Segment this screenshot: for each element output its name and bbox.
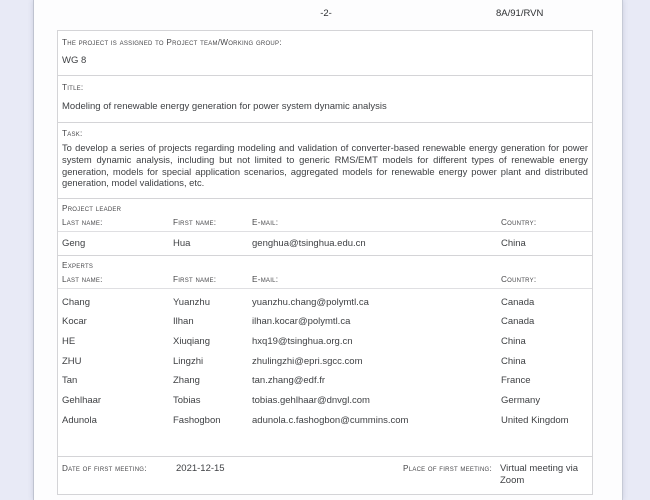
column-header-first-name: First name: bbox=[173, 218, 217, 228]
title-value: Modeling of renewable energy generation for power system dynamic analysis bbox=[62, 101, 387, 112]
assignment-value: WG 8 bbox=[62, 55, 87, 66]
table-row bbox=[62, 292, 588, 312]
place-of-first-meeting-value: Virtual meeting via Zoom bbox=[500, 463, 578, 486]
section-task bbox=[58, 122, 592, 198]
expert-email: yuanzhu.chang@polymtl.ca bbox=[252, 296, 369, 308]
section-assignment bbox=[58, 31, 592, 75]
expert-email: zhulingzhi@epri.sgcc.com bbox=[252, 355, 363, 367]
place-of-first-meeting-label: Place of first meeting: bbox=[403, 464, 492, 473]
expert-first-name: Tobias bbox=[173, 394, 201, 406]
expert-email: tan.zhang@edf.fr bbox=[252, 375, 326, 387]
task-value: To develop a series of projects regarding modeling and validation of converter-based renewable energy generation for power system dynamic analysis, including but not limited to generic RMS/EMT models for different types of renewable energy generation, models for special application scenarios, aggregated models for renewable energy power plant and distributed generation, model validations, etc. bbox=[62, 142, 588, 189]
table-row bbox=[62, 332, 588, 352]
expert-email: ilhan.kocar@polymtl.ca bbox=[252, 316, 351, 328]
assignment-label: The project is assigned to Project team/Working group: bbox=[62, 38, 282, 47]
expert-last-name: Gehlhaar bbox=[62, 394, 102, 406]
table-row bbox=[62, 391, 588, 411]
table-row bbox=[62, 351, 588, 371]
expert-country: Germany bbox=[501, 394, 541, 406]
expert-email: tobias.gehlhaar@dnvgl.com bbox=[252, 394, 370, 406]
expert-country: Canada bbox=[501, 316, 535, 328]
expert-country: France bbox=[501, 375, 531, 387]
expert-email: hxq19@tsinghua.org.cn bbox=[252, 335, 353, 347]
expert-last-name: HE bbox=[62, 335, 76, 347]
project-leader-column-headers bbox=[58, 218, 592, 232]
experts-empty-space bbox=[62, 430, 588, 452]
section-first-meeting bbox=[58, 456, 592, 494]
table-row bbox=[62, 312, 588, 332]
experts-column-headers bbox=[58, 275, 592, 289]
leader-country: China bbox=[501, 238, 526, 250]
document-page bbox=[33, 0, 623, 500]
table-row bbox=[62, 232, 588, 251]
column-header-last-name: Last name: bbox=[62, 275, 103, 285]
expert-country: United Kingdom bbox=[501, 414, 569, 426]
document-reference: 8A/91/RVN bbox=[496, 8, 544, 19]
title-label: Title: bbox=[62, 83, 84, 92]
expert-first-name: Lingzhi bbox=[173, 355, 204, 367]
column-header-email: E-mail: bbox=[252, 218, 279, 228]
expert-first-name: Fashogbon bbox=[173, 414, 221, 426]
page-number: -2- bbox=[320, 8, 332, 19]
expert-last-name: Adunola bbox=[62, 414, 97, 426]
section-experts bbox=[58, 255, 592, 456]
column-header-email: E-mail: bbox=[252, 275, 279, 285]
leader-last-name: Geng bbox=[62, 238, 86, 250]
section-project-leader bbox=[58, 198, 592, 255]
leader-email: genghua@tsinghua.edu.cn bbox=[252, 238, 366, 250]
section-title bbox=[58, 75, 592, 122]
project-form-table bbox=[57, 30, 593, 495]
column-header-last-name: Last name: bbox=[62, 218, 103, 228]
expert-first-name: Yuanzhu bbox=[173, 296, 210, 308]
column-header-first-name: First name: bbox=[173, 275, 217, 285]
expert-country: China bbox=[501, 335, 526, 347]
first-meeting-row bbox=[62, 463, 588, 486]
date-of-first-meeting-value: 2021-12-15 bbox=[176, 463, 225, 474]
project-leader-heading: Project leader bbox=[62, 204, 122, 214]
column-header-country: Country: bbox=[501, 218, 537, 228]
expert-country: China bbox=[501, 355, 526, 367]
expert-last-name: Chang bbox=[62, 296, 90, 308]
expert-last-name: Kocar bbox=[62, 316, 87, 328]
expert-first-name: Xiuqiang bbox=[173, 335, 210, 347]
expert-last-name: ZHU bbox=[62, 355, 82, 367]
leader-first-name: Hua bbox=[173, 238, 191, 250]
table-row bbox=[62, 371, 588, 391]
expert-first-name: Zhang bbox=[173, 375, 200, 387]
expert-last-name: Tan bbox=[62, 375, 78, 387]
experts-heading: Experts bbox=[62, 261, 94, 271]
expert-first-name: Ilhan bbox=[173, 316, 194, 328]
experts-rows bbox=[62, 289, 588, 430]
table-row bbox=[62, 410, 588, 430]
document-header bbox=[34, 0, 622, 30]
date-of-first-meeting-label: Date of first meeting: bbox=[62, 464, 147, 473]
task-label: Task: bbox=[62, 129, 83, 138]
expert-country: Canada bbox=[501, 296, 535, 308]
column-header-country: Country: bbox=[501, 275, 537, 285]
expert-email: adunola.c.fashogbon@cummins.com bbox=[252, 414, 409, 426]
